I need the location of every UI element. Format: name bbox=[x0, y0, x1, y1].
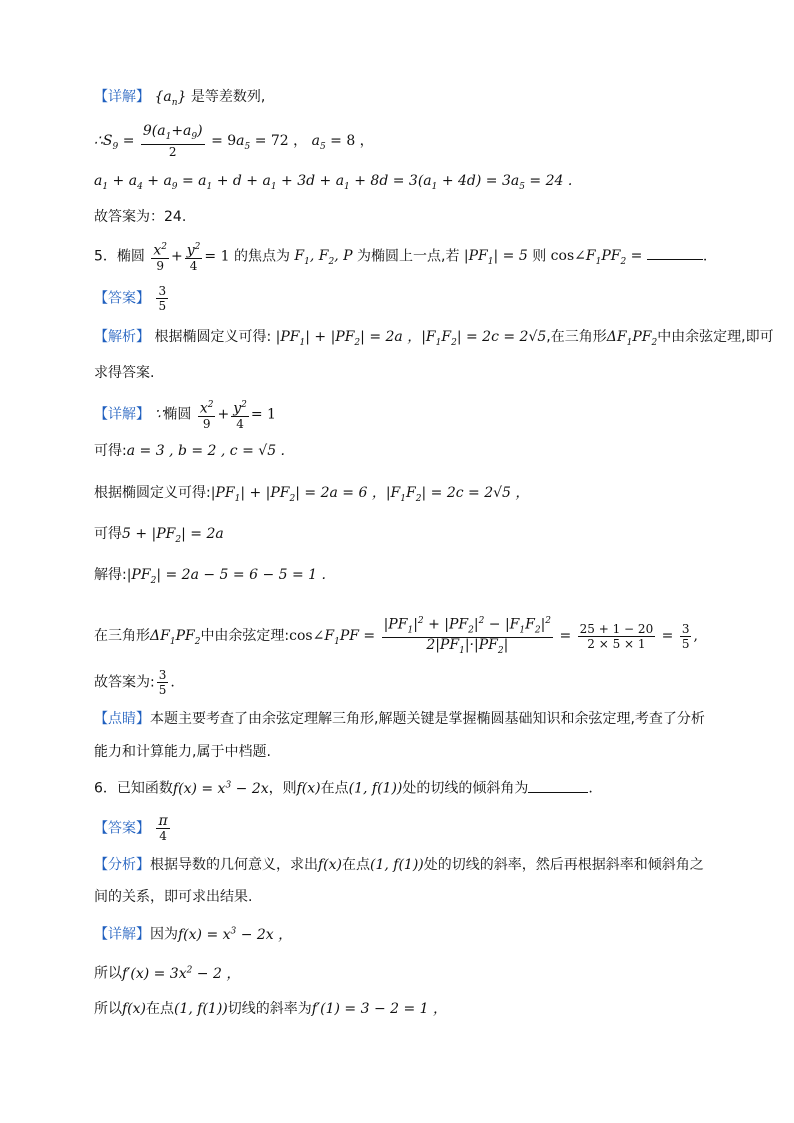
question-6: 6．已知函数$f(x) = x^3 - 2x$，则f(x)在点(1, f(1))处的切线的倾斜角为 . bbox=[94, 780, 593, 797]
answer-blank bbox=[647, 247, 703, 260]
detail-5: 【详解】 ∵椭圆 $\frac{x^2}{9}$ + $\frac{y^2}{4}$ = 1 bbox=[94, 400, 276, 431]
detail-5-eq: 可得$5 + |PF_2| = 2a$ bbox=[94, 526, 224, 545]
detail-5-solve: 解得$:|PF_2| = 2a - 5 = 6 - 5 = 1$ . bbox=[94, 567, 326, 586]
formula-s9: $\therefore S_9$ = $\frac{9(a_1+a_9)}{2}$ = $9a_5 = 72$ ， $a_5 = 8$ ， bbox=[94, 123, 374, 159]
answer-line-q4: 故答案为：24. bbox=[94, 209, 187, 225]
answer-6: 【答案】 $\frac{\pi}{4}$ bbox=[94, 813, 168, 843]
answer-line-q5: 故答案为: $\frac{3}{5}$ . bbox=[94, 668, 175, 697]
detail-line-1: 【详解】 $\{a_n\}$ 是等差数列, bbox=[94, 89, 266, 108]
answer-blank bbox=[528, 780, 588, 793]
detail-6: 【详解】因为$f(x) = x^3 - 2x$ ， bbox=[94, 926, 293, 943]
detail-5-def: 根据椭圆定义可得$:|PF_1| + |PF_2| = 2a = 6$ ，$|F_1F_2| = 2c = 2√5$ ， bbox=[94, 485, 530, 504]
fenxi-6: 【分析】根据导数的几何意义，求出f(x)在点(1, f(1))处的切线的斜率，然后再根据斜率和倾斜角之 bbox=[94, 857, 704, 873]
review-5-cont: 能力和计算能力,属于中档题. bbox=[94, 744, 271, 760]
answer-5: 【答案】 $\frac{3}{5}$ bbox=[94, 284, 167, 313]
formula-sum: $a_1 + a_4 + a_9 = a_1 + d + a_1 + 3d + a_1 + 8d = 3(a_1 + 4d) = 3a_5 = 24$ . bbox=[94, 173, 573, 192]
detail-text: 是等差数列, bbox=[190, 89, 266, 105]
detail-6-slope: 所以f(x)在点(1, f(1))切线的斜率为f′(1) = 3 − 2 = 1 ， bbox=[94, 1001, 448, 1017]
detail-tag: 【详解】 bbox=[94, 89, 150, 105]
detail-6-deriv: 所以$f'(x) = 3x^2 - 2$ ， bbox=[94, 965, 241, 982]
detail-5-cos: 在三角形$\Delta F_1PF_2$中由余弦定理$:\cos\angle F_1PF$ = $\frac{|PF_1|^2 + |PF_2|^2 - |F_1F_2|^2}{2|PF_1|\cdot|PF_2|}$ = $\frac{25 + 1 - 20}{2 \times 5 \times 1}$ = $\frac{3}{5}$ , bbox=[94, 616, 698, 657]
question-5: 5．椭圆 $\frac{x^2}{9}$ + $\frac{y^2}{4}$ = 1 的焦点为 $F_1$, $F_2$, P 为椭圆上一点,若 $|PF_1| = 5$ 则 $\cos\angle F_1PF_2$ = . bbox=[94, 242, 708, 273]
fenxi-6-cont: 间的关系，即可求出结果. bbox=[94, 889, 253, 905]
detail-5-abc: 可得:a = 3 , b = 2 , c = √5 . bbox=[94, 443, 286, 459]
review-5: 【点睛】本题主要考查了由余弦定理解三角形,解题关键是掌握椭圆基础知识和余弦定理,考查了分析 bbox=[94, 711, 705, 727]
analysis-5: 【解析】 根据椭圆定义可得: $|PF_1| + |PF_2| = 2a$ ，$|F_1F_2| = 2c = 2√5$,在三角形$\Delta F_1PF_2$中由余弦定理,即可 bbox=[94, 329, 774, 348]
analysis-5-cont: 求得答案. bbox=[94, 365, 155, 381]
